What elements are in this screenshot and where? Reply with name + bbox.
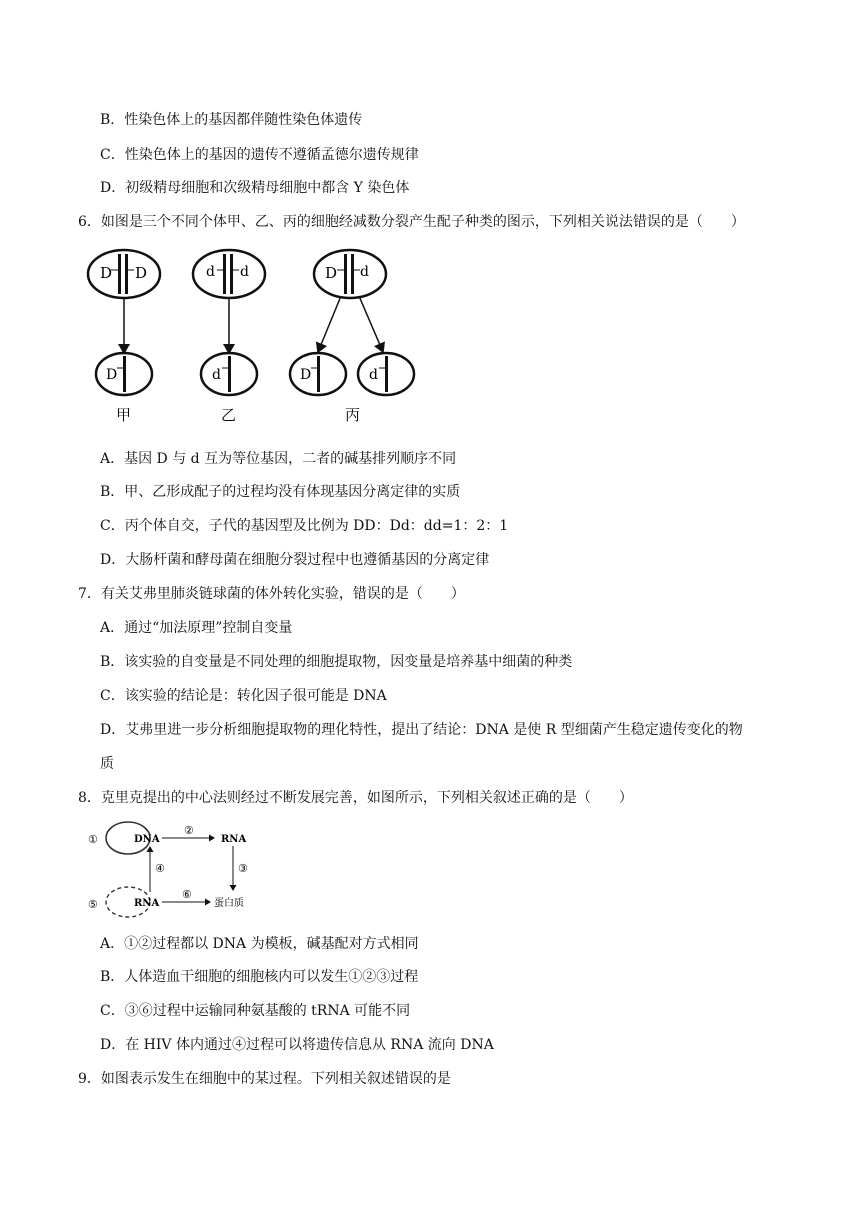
q6-option-a: A．基因 D 与 d 互为等位基因，二者的碱基排列顺序不同 xyxy=(100,451,457,467)
label-jia: 甲 xyxy=(116,406,132,424)
bing-allele-left: D xyxy=(325,264,338,282)
jia-allele-right: D xyxy=(135,264,148,282)
jia-gamete-cell xyxy=(96,353,152,395)
q7-option-d-continuation: 质 xyxy=(100,756,114,772)
q8-stem: 8．克里克提出的中心法则经过不断发展完善，如图所示，下列相关叙述正确的是（ ） xyxy=(78,790,633,806)
node-rna-top: RNA xyxy=(221,834,247,845)
process-5-label: ⑤ xyxy=(88,898,98,911)
bing-arrow-left xyxy=(318,296,341,352)
bing-parent-cell xyxy=(314,250,386,298)
q8-option-c: C．③⑥过程中运输同种氨基酸的 tRNA 可能不同 xyxy=(100,1003,411,1019)
jia-allele-left: D xyxy=(100,264,113,282)
q7-option-d: D．艾弗里进一步分析细胞提取物的理化特性，提出了结论：DNA 是使 R 型细菌产生稳定遗传变化的物 xyxy=(100,722,743,738)
jia-parent-cell xyxy=(88,250,160,298)
node-protein: 蛋白质 xyxy=(214,898,244,909)
q8-option-a: A．①②过程都以 DNA 为模板，碱基配对方式相同 xyxy=(100,936,419,952)
yi-gamete-allele: d xyxy=(212,367,221,383)
bing-gamete-allele-right: d xyxy=(369,367,378,383)
q6-meiosis-figure xyxy=(86,248,426,428)
q5-option-c: C．性染色体上的基因的遗传不遵循孟德尔遗传规律 xyxy=(100,147,419,163)
jia-gamete-allele: D xyxy=(106,367,118,383)
bing-gamete-cell-left xyxy=(290,353,346,395)
q5-option-b: B．性染色体上的基因都伴随性染色体遗传 xyxy=(100,112,363,128)
q7-stem: 7．有关艾弗里肺炎链球菌的体外转化实验，错误的是（ ） xyxy=(78,586,465,602)
label-yi: 乙 xyxy=(221,406,237,424)
q8-option-d: D．在 HIV 体内通过④过程可以将遗传信息从 RNA 流向 DNA xyxy=(100,1037,494,1053)
q8-option-b: B．人体造血干细胞的细胞核内可以发生①②③过程 xyxy=(100,969,419,985)
bing-gamete-allele-left: D xyxy=(300,367,312,383)
process-6-label: ⑥ xyxy=(182,888,192,901)
q5-option-d: D．初级精母细胞和次级精母细胞中都含 Y 染色体 xyxy=(100,180,410,196)
yi-gamete-cell xyxy=(201,353,257,395)
bing-arrow-right xyxy=(359,296,383,352)
node-dna: DNA xyxy=(134,834,160,845)
central-dogma-figure xyxy=(86,820,266,920)
q7-option-b: B．该实验的自变量是不同处理的细胞提取物，因变量是培养基中细菌的种类 xyxy=(100,654,573,670)
label-bing: 丙 xyxy=(345,406,361,424)
process-2-label: ② xyxy=(184,824,194,837)
bing-allele-right: d xyxy=(360,264,369,280)
bing-gamete-cell-right xyxy=(358,353,414,395)
yi-parent-cell xyxy=(193,250,265,298)
process-3-label: ③ xyxy=(238,862,248,875)
q9-stem: 9．如图表示发生在细胞中的某过程。下列相关叙述错误的是 xyxy=(78,1071,451,1087)
yi-allele-right: d xyxy=(240,264,249,280)
q6-option-c: C．丙个体自交，子代的基因型及比例为 DD：Dd：dd=1：2：1 xyxy=(100,518,509,534)
q6-option-d: D．大肠杆菌和酵母菌在细胞分裂过程中也遵循基因的分离定律 xyxy=(100,552,490,568)
q7-option-c: C．该实验的结论是：转化因子很可能是 DNA xyxy=(100,688,387,704)
q7-option-a: A．通过“加法原理”控制自变量 xyxy=(100,620,293,636)
node-rna-bottom: RNA xyxy=(134,898,160,909)
process-4-label: ④ xyxy=(155,862,165,875)
q6-option-b: B．甲、乙形成配子的过程均没有体现基因分离定律的实质 xyxy=(100,484,461,500)
process-1-label: ① xyxy=(88,833,98,846)
yi-allele-left: d xyxy=(206,264,215,280)
q6-stem: 6．如图是三个不同个体甲、乙、丙的细胞经减数分裂产生配子种类的图示，下列相关说法错误的是（ ） xyxy=(78,214,745,230)
